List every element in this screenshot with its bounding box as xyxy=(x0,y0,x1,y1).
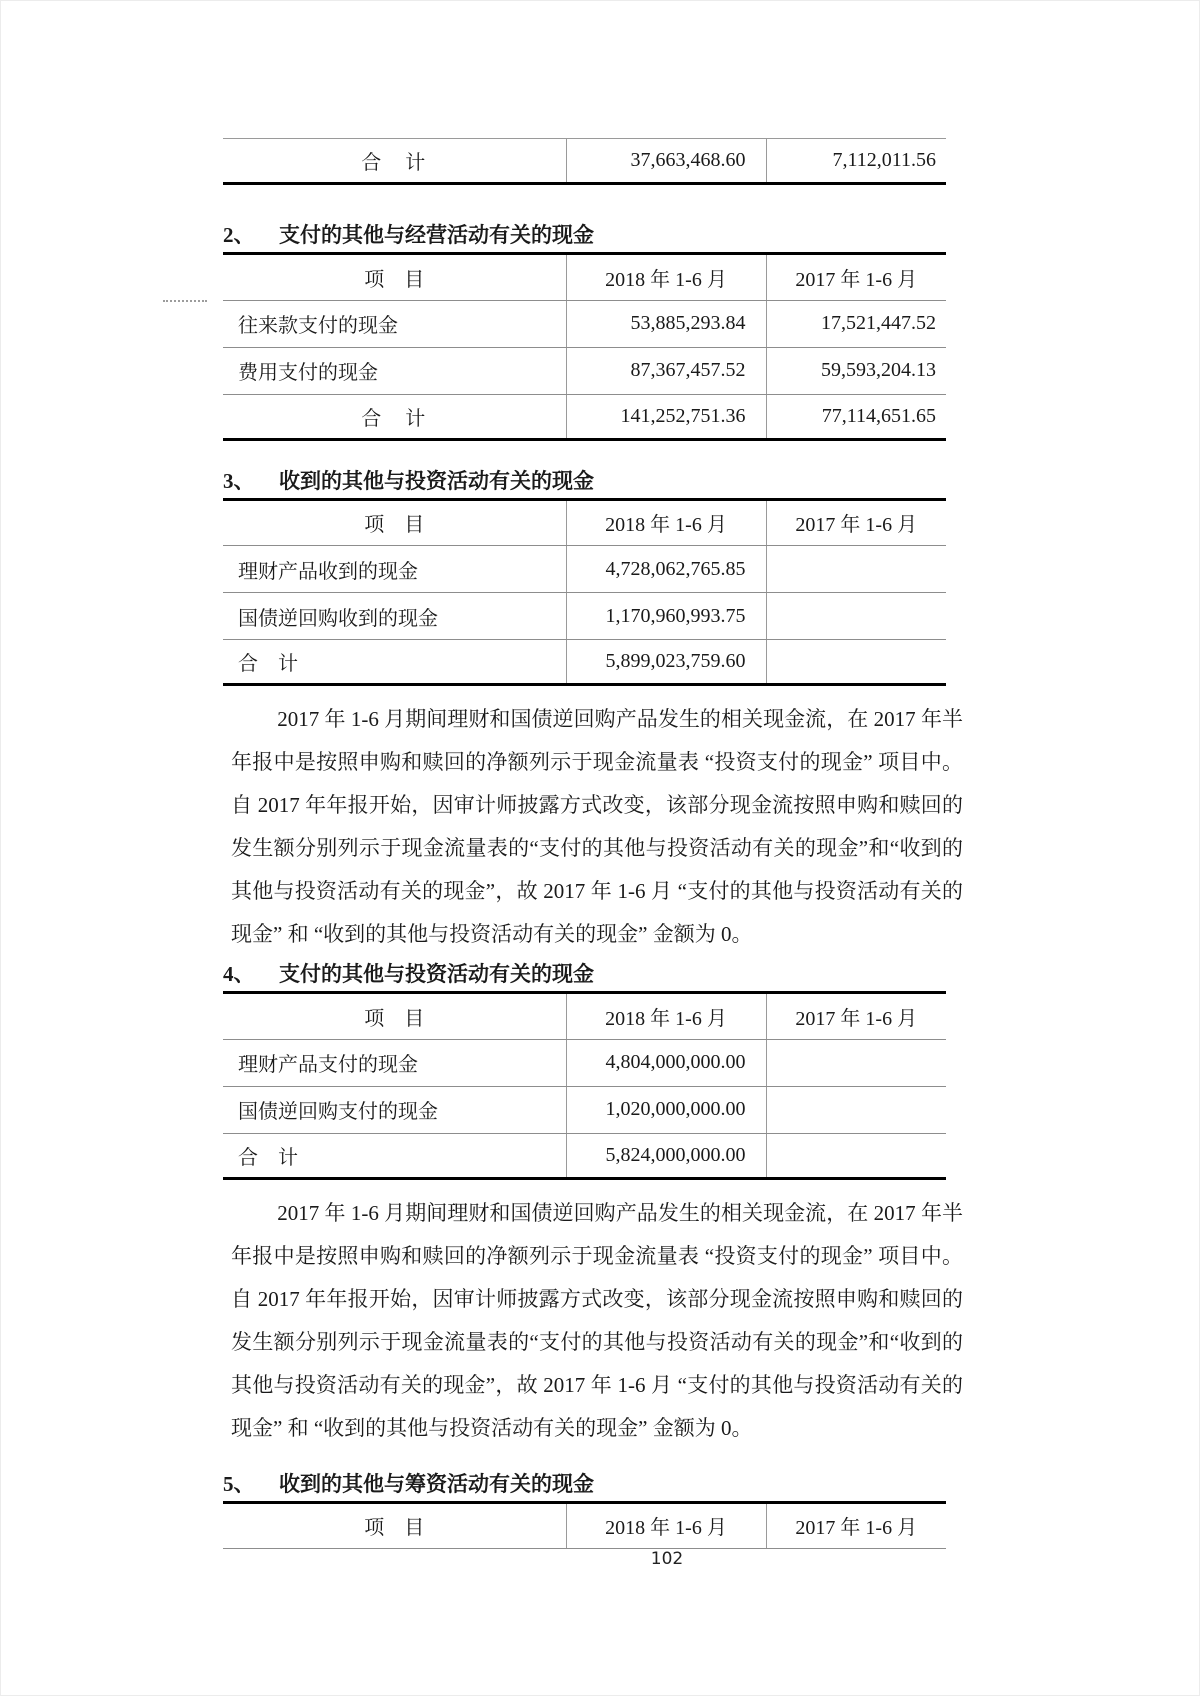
item-cell: 国债逆回购支付的现金 xyxy=(223,1086,566,1133)
total-label-cell: 合 计 xyxy=(223,1133,566,1178)
column-header-item: 项 目 xyxy=(223,255,566,300)
value-2017-cell xyxy=(766,1086,946,1133)
table-row xyxy=(223,300,946,347)
value-2017-cell: 17,521,447.52 xyxy=(766,300,946,347)
column-header-2018: 2018 年 1-6 月 xyxy=(566,994,766,1039)
column-header-2017: 2017 年 1-6 月 xyxy=(766,501,946,546)
section-5-table xyxy=(223,1504,946,1550)
item-cell: 理财产品支付的现金 xyxy=(223,1039,566,1086)
section-4-title: 支付的其他与投资活动有关的现金 xyxy=(279,962,594,986)
value-2017-cell: 59,593,204.13 xyxy=(766,347,946,394)
value-2018-cell: 141,252,751.36 xyxy=(566,394,766,439)
column-header-2018: 2018 年 1-6 月 xyxy=(566,1504,766,1549)
section-4-table xyxy=(223,994,946,1180)
total-label-cell: 合 计 xyxy=(223,640,566,685)
table-row xyxy=(223,1086,946,1133)
column-header-item: 项 目 xyxy=(223,994,566,1039)
table-header-row xyxy=(223,501,946,546)
carryover-total-table xyxy=(223,138,946,185)
value-2017-cell xyxy=(766,640,946,685)
section-3-number: 3、 xyxy=(223,468,255,493)
value-2018-cell: 5,899,023,759.60 xyxy=(566,640,766,685)
table-row xyxy=(223,139,946,184)
page-number: 102 xyxy=(650,1549,684,1569)
value-2017-cell xyxy=(766,1133,946,1178)
item-cell: 往来款支付的现金 xyxy=(223,300,566,347)
total-label-cell: 合 计 xyxy=(223,394,566,439)
value-2018-cell: 5,824,000,000.00 xyxy=(566,1133,766,1178)
column-header-2017: 2017 年 1-6 月 xyxy=(766,994,946,1039)
value-2018-cell: 53,885,293.84 xyxy=(566,300,766,347)
column-header-2017: 2017 年 1-6 月 xyxy=(766,255,946,300)
column-header-2018: 2018 年 1-6 月 xyxy=(566,501,766,546)
section-5-number: 5、 xyxy=(223,1471,255,1496)
total-row xyxy=(223,640,946,685)
item-cell: 国债逆回购收到的现金 xyxy=(223,593,566,640)
section-2-heading xyxy=(223,223,946,255)
section-2-table xyxy=(223,255,946,441)
item-cell: 费用支付的现金 xyxy=(223,347,566,394)
total-row xyxy=(223,394,946,439)
value-2018-cell: 1,170,960,993.75 xyxy=(566,593,766,640)
value-2018-cell: 87,367,457.52 xyxy=(566,347,766,394)
value-2017-cell xyxy=(766,546,946,593)
total-row xyxy=(223,1133,946,1178)
section-2-number: 2、 xyxy=(223,223,255,247)
section-4-note: 2017 年 1-6 月期间理财和国债逆回购产品发生的相关现金流，在 2017 年半年报中是按照申购和赎回的净额列示于现金流量表 “投资支付的现金” 项目中。自 2017 年年报开始，因审计师披露方式改变，该部分现金流按照申购和赎回的发生额分别列示于现金流量表的“支付的其他与投资活动有关的现金”和“收到的其他与投资活动有关的现金”，故 2017 年 1-6 月 “支付的其他与投资活动有关的现金” 和 “收到的其他与投资活动有关的现金” 金额为 0。 xyxy=(231,1200,963,1440)
value-2017-cell xyxy=(766,1039,946,1086)
section-3-heading xyxy=(223,469,946,501)
section-4-number: 4、 xyxy=(223,962,255,986)
section-3-title: 收到的其他与投资活动有关的现金 xyxy=(279,468,594,493)
page-content xyxy=(223,138,963,1549)
total-label-cell: 合 计 xyxy=(223,139,566,184)
section-5-heading xyxy=(223,1472,946,1504)
table-row xyxy=(223,546,946,593)
column-header-item: 项 目 xyxy=(223,501,566,546)
value-2018-cell: 37,663,468.60 xyxy=(566,139,766,184)
item-cell: 理财产品收到的现金 xyxy=(223,546,566,593)
value-2018-cell: 4,804,000,000.00 xyxy=(566,1039,766,1086)
table-header-row xyxy=(223,994,946,1039)
table-header-row xyxy=(223,255,946,300)
section-3-note: 2017 年 1-6 月期间理财和国债逆回购产品发生的相关现金流，在 2017 年半年报中是按照申购和赎回的净额列示于现金流量表 “投资支付的现金” 项目中。自 2017 年年报开始，因审计师披露方式改变，该部分现金流按照申购和赎回的发生额分别列示于现金流量表的“支付的其他与投资活动有关的现金”和“收到的其他与投资活动有关的现金”，故 2017 年 1-6 月 “支付的其他与投资活动有关的现金” 和 “收到的其他与投资活动有关的现金” 金额为 0。 xyxy=(231,707,963,946)
table-row xyxy=(223,1039,946,1086)
value-2017-cell xyxy=(766,593,946,640)
value-2017-cell: 77,114,651.65 xyxy=(766,394,946,439)
column-header-2017: 2017 年 1-6 月 xyxy=(766,1504,946,1549)
value-2018-cell: 4,728,062,765.85 xyxy=(566,546,766,593)
value-2017-cell: 7,112,011.56 xyxy=(766,139,946,184)
table-row xyxy=(223,347,946,394)
section-3-table xyxy=(223,501,946,687)
table-row xyxy=(223,593,946,640)
section-2-title: 支付的其他与经营活动有关的现金 xyxy=(279,223,594,247)
value-2018-cell: 1,020,000,000.00 xyxy=(566,1086,766,1133)
section-4-heading xyxy=(223,962,946,994)
section-5-title: 收到的其他与筹资活动有关的现金 xyxy=(279,1471,594,1496)
column-header-item: 项 目 xyxy=(223,1504,566,1549)
column-header-2018: 2018 年 1-6 月 xyxy=(566,255,766,300)
margin-mark xyxy=(163,300,207,302)
table-header-row xyxy=(223,1504,946,1549)
